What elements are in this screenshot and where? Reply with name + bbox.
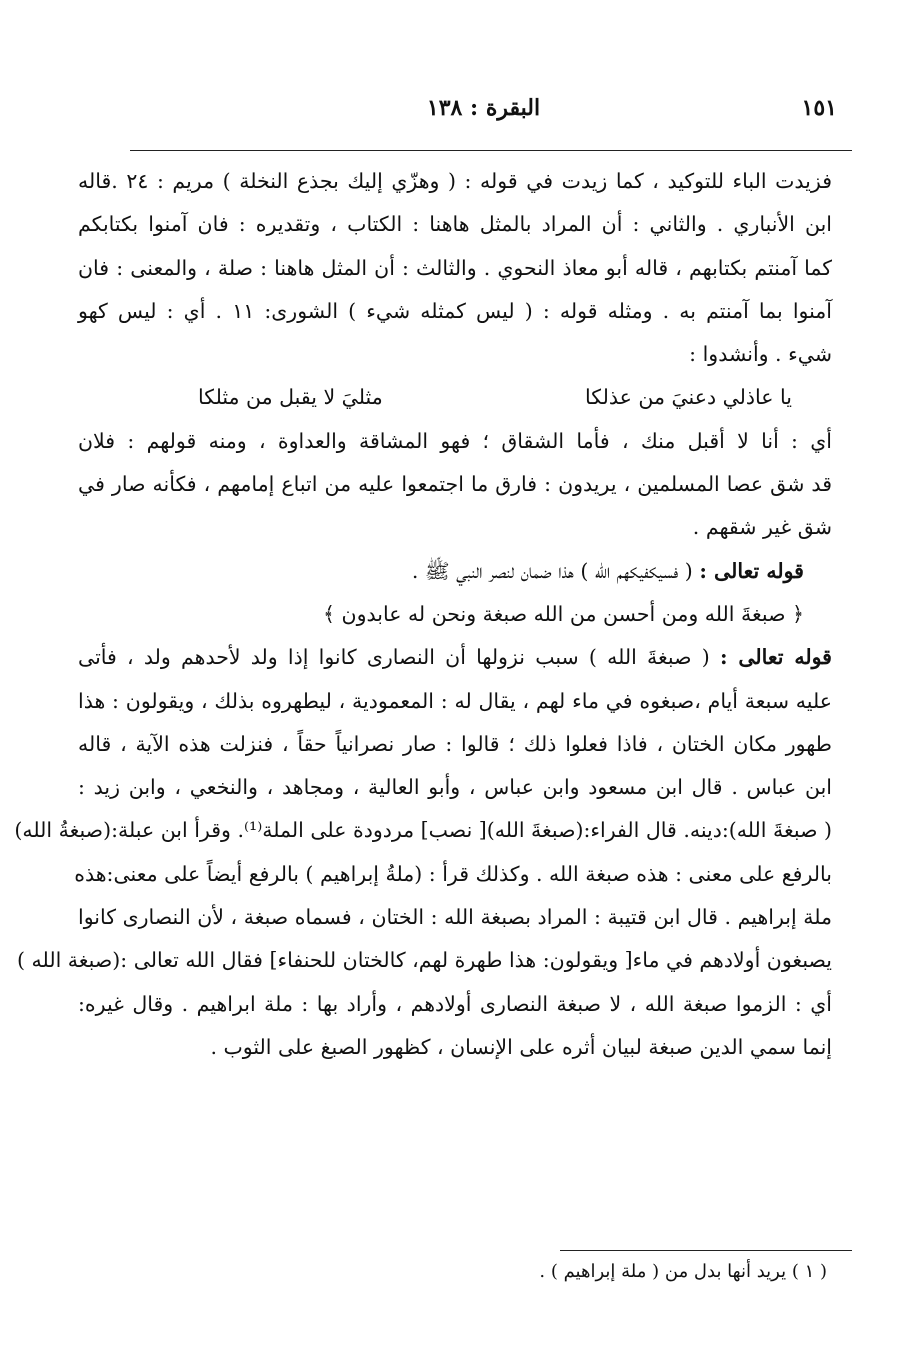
body-line: شق غير شقهم . xyxy=(692,515,832,540)
verse-first-half: يا عاذلي دعنيَ من عذلكا xyxy=(585,385,792,410)
page-header xyxy=(130,95,837,135)
body-line: إنما سمي الدين صبغة لبيان أثره على الإنسان ، كظهور الصبغ على الثوب . xyxy=(210,1034,832,1059)
body-line: يصبغون أولادهم في ماء[ ويقولون: هذا طهرة لهم، كالختان للحنفاء] فقال الله تعالى :(صبغة الله ) xyxy=(17,948,832,973)
commentary-first-line xyxy=(78,636,832,679)
body-line: عليه سبعة أيام ،صبغوه في ماء لهم ، يقال له : المعمودية ، ليطهروه بذلك ، ويقولون : هذا xyxy=(78,688,832,713)
page-body xyxy=(14,160,832,1069)
body-line: آمنوا بما آمنتم به . ومثله قوله : ( ليس كمثله شيء ) الشورى: ١١ . أي : ليس كهو xyxy=(78,298,832,323)
poetry-verse xyxy=(78,376,832,419)
body-line: شيء . وأنشدوا : xyxy=(689,342,832,367)
body-line: فزيدت الباء للتوكيد ، كما زيدت في قوله : ( وهزّي إليك بجذع النخلة ) مريم : ٢٤ .قاله xyxy=(78,169,832,193)
running-title: البقرة : ١٣٨ xyxy=(426,95,541,121)
verse-comment xyxy=(78,550,832,593)
body-line: قد شق عصا المسلمين ، يريدون : فارق ما اجتمعوا عليه من اتباع إمامهم ، فكأنه صار في xyxy=(78,472,832,497)
footnote: ( ١ ) يريد أنها بدل من ( ملة إبراهيم ) . xyxy=(539,1261,827,1282)
commentary-first-text: ( صبغةَ الله ) سبب نزولها أن النصارى كانوا إذا ولد لأحدهم ولد ، فأتى xyxy=(78,645,710,670)
body-line: كما آمنتم بكتابهم ، قاله أبو معاذ النحوي . والثالث : أن المثل هاهنا : صلة ، والمعنى : فان xyxy=(78,255,832,280)
body-line: أي : أنا لا أقبل منك ، فأما الشقاق ؛ فهو المشاقة والعداوة ، ومنه قولهم : فلان xyxy=(78,428,832,453)
body-line: ملة إبراهيم . قال ابن قتيبة : المراد بصبغة الله : الختان ، فسماه صبغة ، لأن النصارى كانوا xyxy=(78,905,832,930)
body-line: ابن عباس . قال ابن مسعود وابن عباس ، وأبو العالية ، ومجاهد ، والنخعي ، وابن زيد : xyxy=(78,775,832,800)
header-rule xyxy=(130,150,852,151)
footnote-rule xyxy=(560,1250,852,1251)
commentary-lead: قوله تعالى : xyxy=(719,645,832,670)
verse-comment-lead: قوله تعالى : xyxy=(699,558,804,583)
quran-verse: ﴿ صبغةَ الله ومن أحسن من الله صبغة ونحن له عابدون ﴾ xyxy=(323,601,804,626)
body-line: ابن الأنباري . والثاني : أن المراد بالمثل هاهنا : الكتاب ، وتقديره : فان آمنوا بكتابكم xyxy=(78,212,832,237)
verse-second-half: مثليَ لا يقبل من مثلكا xyxy=(198,385,383,410)
verse-comment-text: ( فسيكفيكهم الله ) هذا ضمان لنصر النبي ﷺ . xyxy=(411,558,693,583)
page-number: ١٥١ xyxy=(801,95,837,121)
body-line: أي : الزموا صبغة الله ، لا صبغة النصارى أولادهم ، وأراد بها : ملة ابراهيم . وقال غيره: xyxy=(78,991,832,1016)
body-line: طهور مكان الختان ، فاذا فعلوا ذلك ؛ قالوا : صار نصرانياً حقاً ، فنزلت هذه الآية ، قاله xyxy=(78,731,832,756)
body-line: ( صبغةَ الله):دينه. قال الفراء:(صبغةَ الله)[ نصب] مردودة على الملة⁽¹⁾. وقرأ ابن عبلة:(صبغةُ الله) xyxy=(14,818,832,843)
body-line: بالرفع على معنى : هذه صبغة الله . وكذلك قرأ : (ملةُ إبراهيم ) بالرفع أيضاً على معنى:هذه xyxy=(74,861,832,886)
